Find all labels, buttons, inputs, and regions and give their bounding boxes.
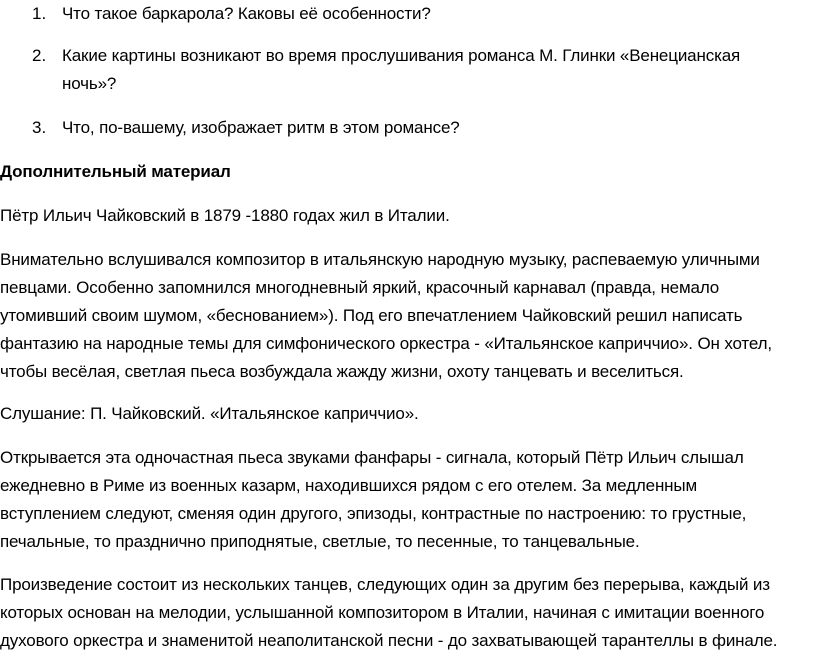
paragraph-2-line-2: певцами. Особенно запомнился многодневный яркий, красочный карнавал (правда, немало <box>0 278 720 297</box>
paragraph-1-line-1: Пётр Ильич Чайковский в 1879 -1880 годах жил в Италии. <box>0 206 450 225</box>
question-2-text-line-2: ночь»? <box>62 74 117 93</box>
paragraph-2-line-5: чтобы весёлая, светлая пьеса возбуждала жажду жизни, охоту танцевать и веселиться. <box>0 362 684 381</box>
paragraph-3-line-1: Слушание: П. Чайковский. «Итальянское каприччио». <box>0 404 419 423</box>
paragraph-4-line-1: Открывается эта одночастная пьеса звуками фанфары - сигнала, который Пётр Ильич слышал <box>0 448 744 467</box>
paragraph-4-line-3: вступлением следуют, сменяя один другого, эпизоды, контрастные по настроению: то грустные, <box>0 504 747 523</box>
paragraph-2-line-4: фантазию на народные темы для симфонического оркестра - «Итальянское каприччио». Он хотел, <box>0 334 772 353</box>
question-1-number: 1. <box>32 4 47 23</box>
paragraph-5-line-2: которых основан на мелодии, услышанной композитором в Италии, начиная с имитации военного <box>0 603 765 622</box>
question-3-number: 3. <box>32 118 47 137</box>
paragraph-5-line-1: Произведение состоит из нескольких танцев, следующих один за другим без перерыва, каждый из <box>0 575 770 594</box>
paragraph-4-line-2: ежедневно в Риме из военных казарм, находившихся рядом с его отелем. За медленным <box>0 476 698 495</box>
question-2-number: 2. <box>32 46 47 65</box>
question-1-text: Что такое баркарола? Каковы её особенности? <box>62 4 431 23</box>
question-2-text-line-1: Какие картины возникают во время прослушивания романса М. Глинки «Венецианская <box>62 46 741 65</box>
paragraph-4-line-4: печальные, то празднично приподнятые, светлые, то песенные, то танцевальные. <box>0 532 640 551</box>
paragraph-5-line-3: духового оркестра и знаменитой неаполитанской песни - до захватывающей тарантеллы в финале. <box>0 631 778 650</box>
section-heading: Дополнительный материал <box>0 162 231 181</box>
question-3-text: Что, по-вашему, изображает ритм в этом романсе? <box>62 118 460 137</box>
paragraph-2-line-3: утомивший своим шумом, «беснованием»). Под его впечатлением Чайковский решил написать <box>0 306 743 325</box>
paragraph-2-line-1: Внимательно вслушивался композитор в итальянскую народную музыку, распеваемую уличными <box>0 250 760 269</box>
